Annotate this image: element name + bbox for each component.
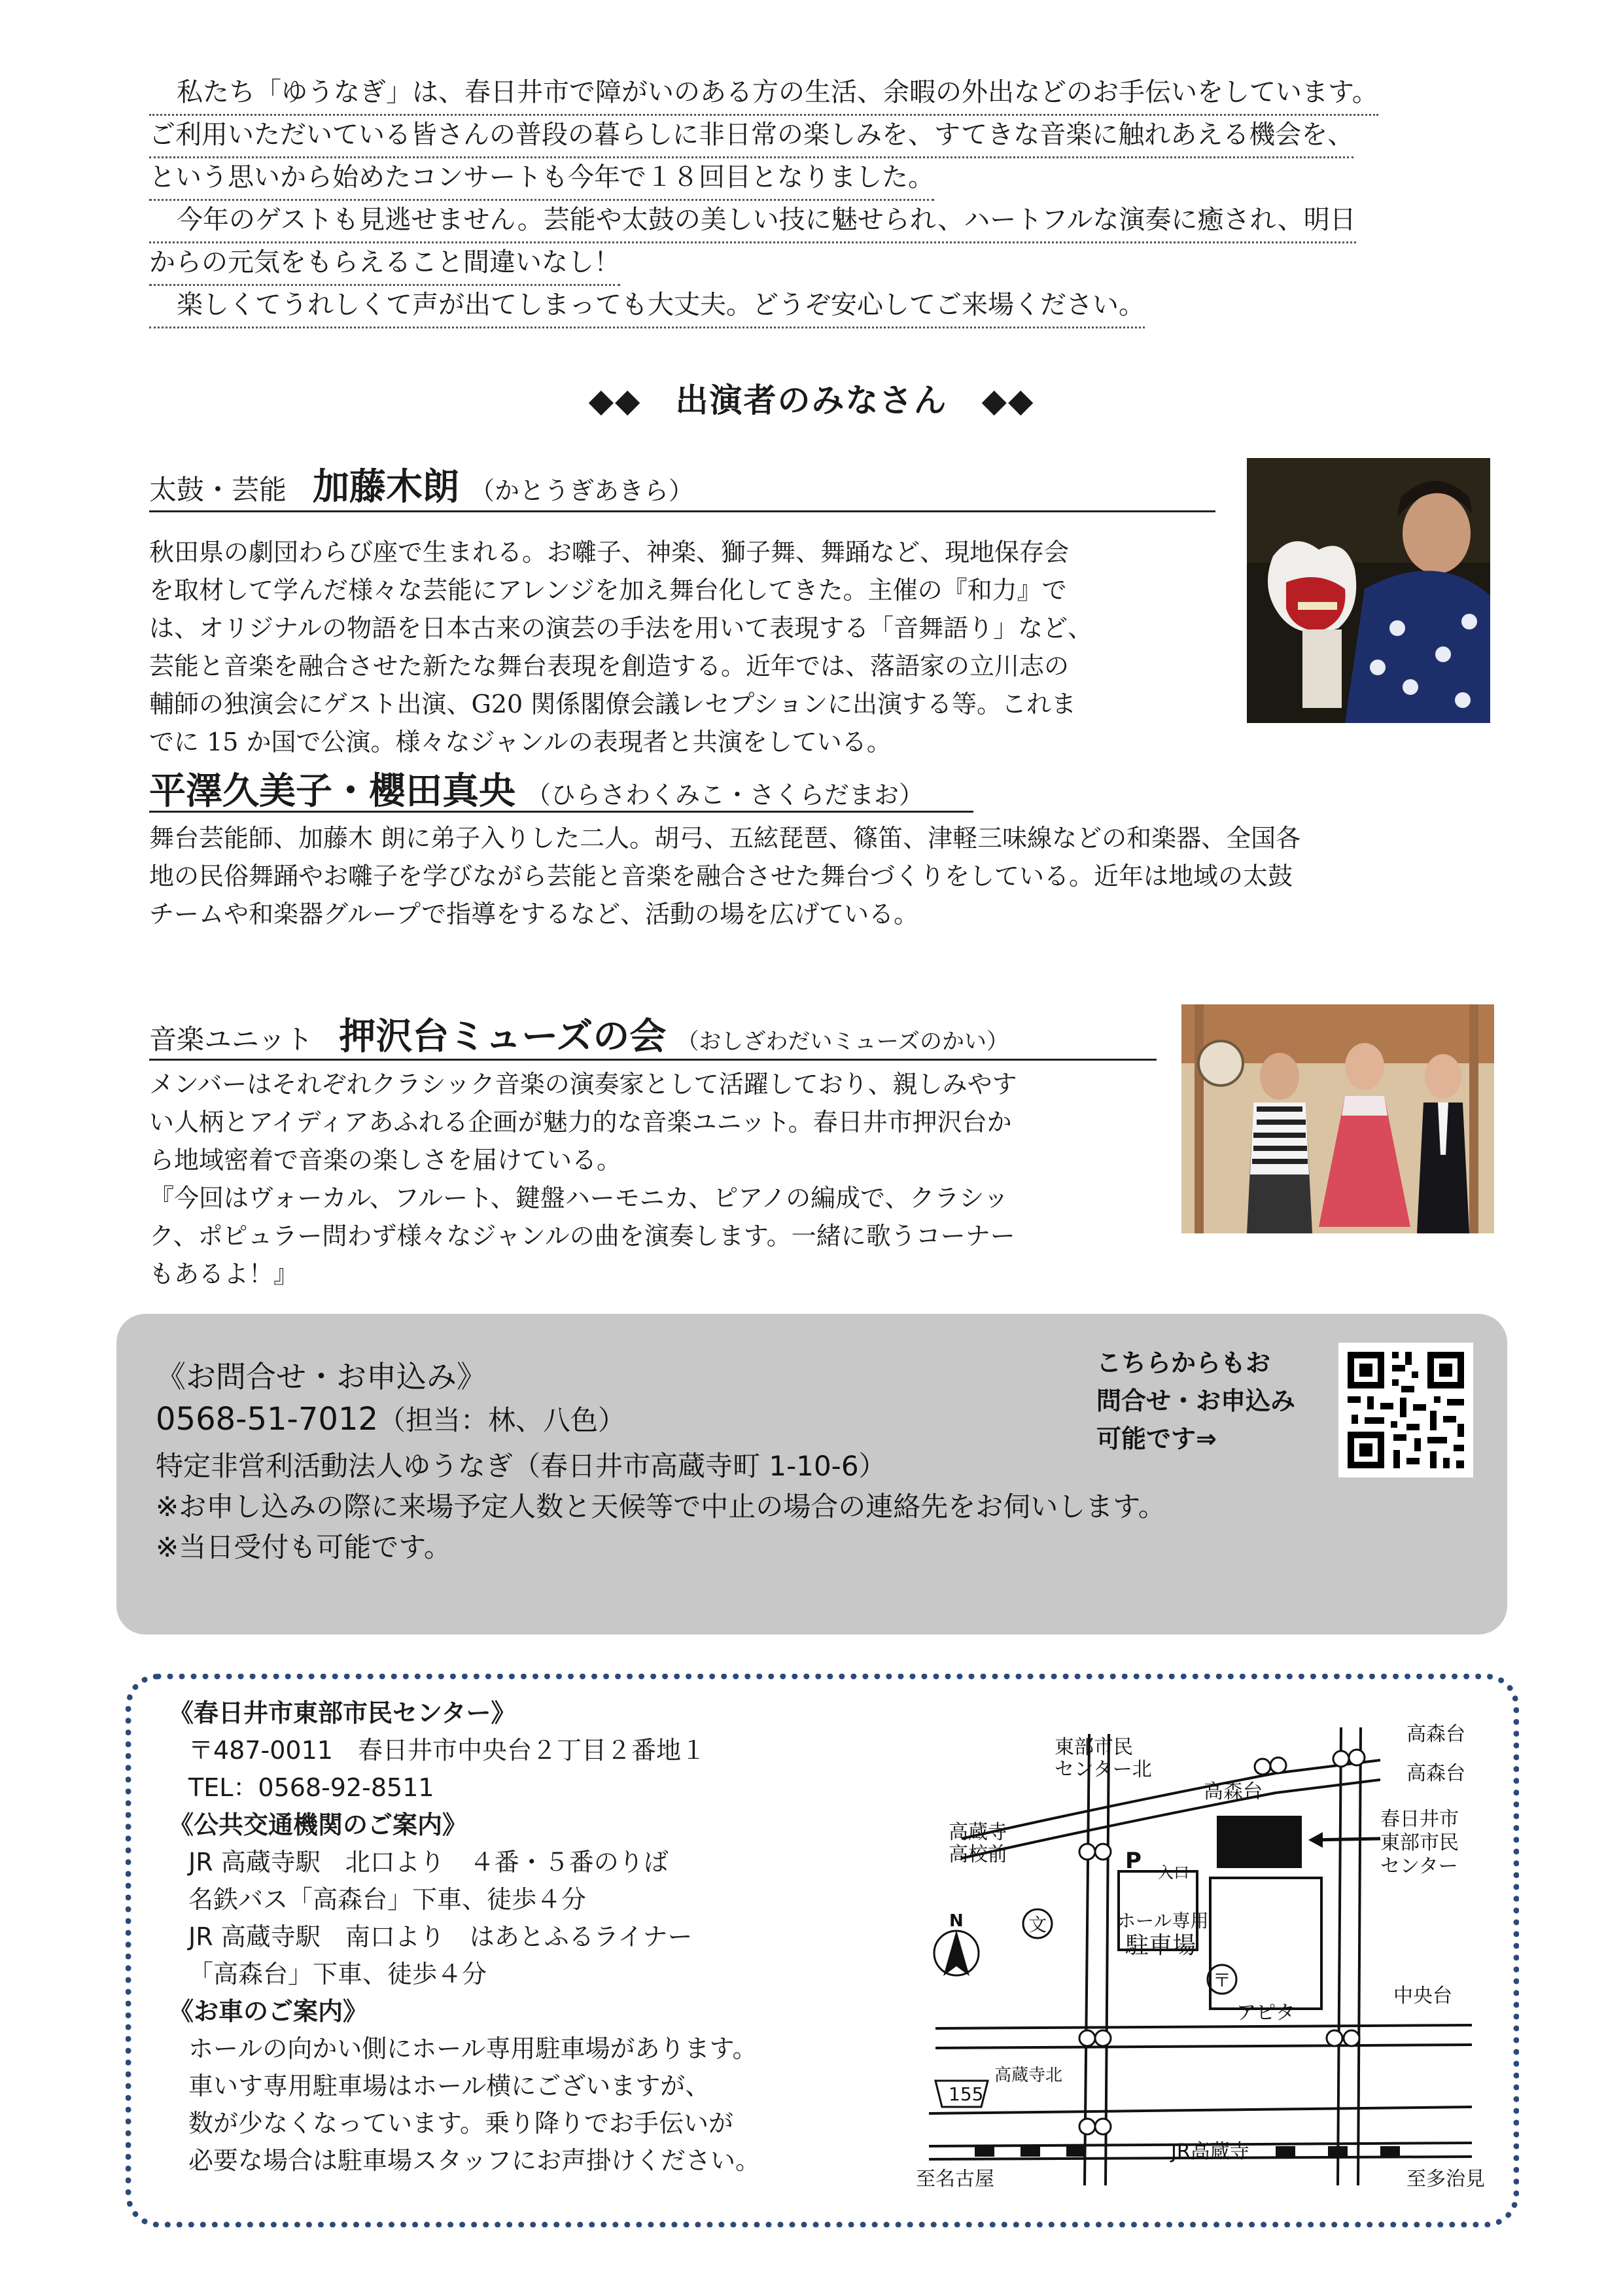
qr-code-icon[interactable] [1338,1343,1473,1477]
map-label: アピタ [1236,2002,1295,2024]
performer3-header [149,1008,1157,1061]
performer1-name: 加藤木朗 [313,465,460,508]
map-school-label: 文 [1028,1914,1047,1935]
access-line: 数が少なくなっています。乗り降りでお手伝いが [188,2109,733,2138]
qr-caption-line: 可能です⇒ [1096,1424,1217,1453]
map-label: ホール専用 [1117,1910,1209,1932]
intro-line: からの元気をもらえること間違いなし！ [149,243,620,286]
bio-line: い人柄とアイディアあふれる企画が魅力的な音楽ユニット。春日井市押沢台か [149,1108,1012,1137]
bio-line: を取材して学んだ様々な芸能にアレンジを加え舞台化してきた。主催の『和力』で [149,576,1067,605]
performer2-header [149,762,973,813]
performer3-bio [149,1065,1170,1293]
shishimai-photo-icon [1247,458,1490,723]
map-label: 入口 [1158,1863,1189,1882]
map-label: 高森台 [1406,1723,1465,1746]
intro-line: 私たち「ゆうなぎ」は、春日井市で障がいのある方の生活、余暇の外出などのお手伝いをしています。 [149,73,1378,116]
contact-note-1: ※お申し込みの際に来場予定人数と天候等で中止の場合の連絡先をお伺いします。 [156,1491,1166,1523]
map-label: 駐車場 [1125,1932,1196,1959]
access-heading: 《お車のご案内》 [169,1997,368,2026]
map-north-label: N [949,1911,964,1931]
map-label: 春日井市 [1380,1808,1459,1831]
performer1-photo [1247,458,1490,723]
contact-heading: 《お問合せ・お申込み》 [156,1359,487,1394]
bio-line: 芸能と音楽を融合させた新たな舞台表現を創造する。近年では、落語家の立川志の [149,652,1070,680]
performer2-bio [149,819,1497,933]
access-line: JR 高蔵寺駅 南口より はあとふるライナー [188,1922,693,1951]
intro-line: という思いから始めたコンサートも今年で１８回目となりました。 [149,158,934,201]
bio-line: もあるよ！』 [149,1260,299,1288]
access-map [909,1688,1485,2199]
intro-line: 今年のゲストも見逃せません。芸能や太鼓の美しい技に魅せられ、ハートフルな演奏に癒され、明日 [149,201,1356,243]
music-unit-photo-icon [1181,1004,1494,1233]
bio-line: 輔師の独演会にゲスト出演、G20 関係閣僚会議レセプションに出演する等。これま [149,690,1076,718]
map-label: 高森台 [1204,1780,1263,1803]
qr-code-graphic [1338,1343,1473,1477]
bio-line: 地の民俗舞踊やお囃子を学びながら芸能と音楽を融合させた舞台づくりをしている。近年は地域の太鼓 [149,862,1293,891]
bio-line: メンバーはそれぞれクラシック音楽の演奏家として活躍しており、親しみやす [149,1070,1017,1099]
access-info [169,1695,921,2180]
bio-line: ク、ポピュラー問わず様々なジャンルの曲を演奏します。一緒に歌うコーナー [149,1222,1015,1250]
performer2-name: 平澤久美子・櫻田真央 [149,769,515,813]
map-label: 155 [949,2083,984,2105]
access-line: 車いす専用駐車場はホール横にございますが、 [188,2072,710,2100]
map-label: JR高蔵寺 [1171,2140,1249,2163]
performer1-bio [149,533,1222,761]
map-label: 高蔵寺北 [994,2066,1063,2085]
map-label: センター北 [1055,1758,1152,1781]
map-label: 高校前 [949,1843,1007,1866]
contact-phone[interactable]: 0568-51-7012 [156,1401,379,1438]
bio-line: ら地域密着で音楽の楽しさを届けている。 [149,1146,622,1174]
bio-line: 『今回はヴォーカル、フルート、鍵盤ハーモニカ、ピアノの編成で、クラシッ [149,1184,1009,1212]
contact-phone-line [156,1399,625,1438]
performer1-kana: （かとうぎあきら） [470,476,694,505]
performer3-photo [1181,1004,1494,1233]
performer3-role: 音楽ユニット [149,1023,313,1055]
performer2-kana: （ひらさわくみこ・さくらだまお） [526,781,924,809]
access-line: ホールの向かい側にホール専用駐車場があります。 [188,2034,758,2063]
map-label: センター [1380,1855,1458,1878]
access-line: 必要な場合は駐車場スタッフにお声掛けください。 [188,2146,761,2175]
map-label: 高森台 [1406,1762,1465,1785]
map-label: 高蔵寺 [949,1821,1007,1844]
access-line: 「高森台」下車、徒歩４分 [188,1960,487,1988]
intro-text [149,73,1484,328]
contact-org: 特定非営利活動法人ゆうなぎ（春日井市高蔵寺町 1-10-6） [156,1450,886,1482]
performer1-header [149,458,1215,512]
contact-note-2: ※当日受付も可能です。 [156,1531,451,1563]
section-title: ◆◆ 出演者のみなさん ◆◆ [588,381,1035,419]
map-graphic [909,1688,1485,2199]
bio-line: は、オリジナルの物語を日本古来の演芸の手法を用いて表現する「音舞語り」など、 [149,614,1093,643]
map-label: 東部市民 [1380,1831,1459,1854]
qr-caption-line: 問合せ・お申込み [1096,1386,1296,1415]
bio-line: 秋田県の劇団わらび座で生まれる。お囃子、神楽、獅子舞、舞踊など、現地保存会 [149,538,1070,567]
contact-phone-note: （担当：林、八色） [378,1404,626,1436]
map-label: 中央台 [1393,1985,1452,2007]
access-heading: 《春日井市東部市民センター》 [169,1699,516,1727]
intro-line: ご利用いただいている皆さんの普段の暮らしに非日常の楽しみを、すてきな音楽に触れあえる機会を、 [149,116,1353,158]
access-line: JR 高蔵寺駅 北口より ４番・５番のりば [188,1848,669,1877]
map-post-label: 〒 [1213,1969,1232,1991]
map-label: 東部市民 [1055,1736,1133,1759]
qr-caption-line: こちらからもお [1096,1349,1271,1377]
access-line: TEL：0568-92-8511 [188,1773,434,1802]
performer1-role: 太鼓・芸能 [149,474,287,506]
qr-caption [1096,1344,1295,1458]
performer3-name: 押沢台ミューズの会 [339,1015,667,1058]
access-line: 〒487-0011 春日井市中央台２丁目２番地１ [188,1736,706,1765]
map-parking-label: P [1125,1848,1142,1874]
intro-line: 楽しくてうれしくて声が出てしまっても大丈夫。どうぞ安心してご来場ください。 [149,286,1145,328]
bio-line: 舞台芸能師、加藤木 朗に弟子入りした二人。胡弓、五絃琵琶、篠笛、津軽三味線などの和楽器、全国各 [149,824,1301,853]
bio-line: でに 15 か国で公演。様々なジャンルの表現者と共演をしている。 [149,728,892,756]
access-line: 名鉄バス「高森台」下車、徒歩４分 [188,1885,587,1914]
map-label: 至多治見 [1406,2168,1485,2191]
bio-line: チームや和楽器グループで指導をするなど、活動の場を広げている。 [149,900,919,928]
map-label: 至名古屋 [916,2168,994,2191]
contact-box [116,1314,1507,1634]
performer3-kana: （おしざわだいミューズのかい） [676,1029,1009,1055]
access-heading: 《公共交通機関のご案内》 [169,1810,468,1839]
